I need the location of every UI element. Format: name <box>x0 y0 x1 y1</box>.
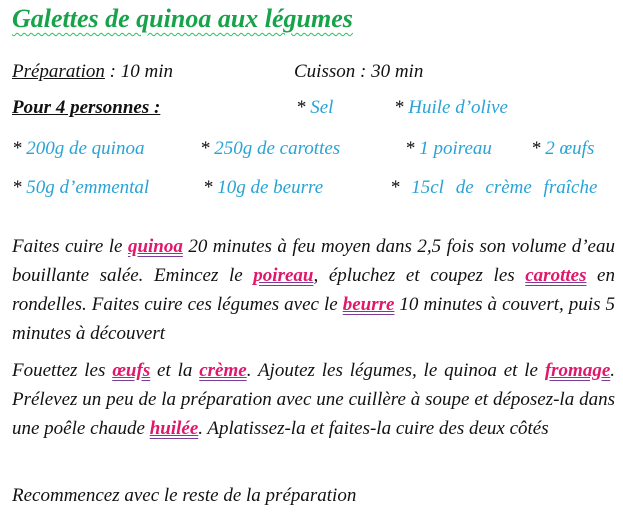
key-ingredient: beurre <box>342 294 395 315</box>
ingredient-item: * 50g d’emmental <box>12 177 150 198</box>
cook-time <box>294 61 423 83</box>
instruction-paragraph: Faites cuire le quinoa 20 minutes à feu moyen dans 2,5 fois son volume d’eau bouillante salée. Emincez le poireau, épluchez et coupez les carottes en rondelles. Faites cuire ces légumes avec le beurre 10 minutes à couvert, puis 5 minutes à découvert <box>12 236 615 344</box>
cook-label: Cuisson <box>294 61 356 82</box>
ingredient-item: * Sel <box>296 97 334 118</box>
key-ingredient: quinoa <box>127 236 183 257</box>
key-ingredient: carottes <box>525 265 587 286</box>
ingredient-item: * 15cl de crème fraîche <box>390 177 598 198</box>
key-ingredient: poireau <box>253 265 314 286</box>
prep-time <box>12 61 173 83</box>
ingredient-item: * 200g de quinoa <box>12 138 145 159</box>
ingredient-item: * 250g de carottes <box>200 138 341 159</box>
recipe-title: Galettes de quinoa aux légumes <box>12 4 353 33</box>
key-ingredient: fromage <box>544 360 611 381</box>
prep-label: Préparation <box>12 61 105 82</box>
cook-value: : 30 min <box>355 61 424 82</box>
ingredient-item: * 1 poireau <box>405 138 492 159</box>
key-ingredient: huilée <box>149 418 199 439</box>
ingredient-item: * Huile d’olive <box>394 97 508 118</box>
instruction-paragraph: Recommencez avec le reste de la préparation <box>12 485 357 506</box>
key-ingredient: œufs <box>112 360 151 381</box>
servings-label: Pour 4 personnes : <box>12 97 161 118</box>
ingredient-item: * 10g de beurre <box>203 177 324 198</box>
prep-value: : 10 min <box>104 61 173 82</box>
instruction-paragraph: Fouettez les œufs et la crème. Ajoutez les légumes, le quinoa et le fromage. Prélevez un peu de la préparation avec une cuillère à soupe et déposez-la dans une poêle chaude huilée. Aplatissez-la et faites-la cuire des deux côtés <box>12 360 615 439</box>
ingredient-item: * 2 œufs <box>531 138 595 159</box>
key-ingredient: crème <box>199 360 247 381</box>
